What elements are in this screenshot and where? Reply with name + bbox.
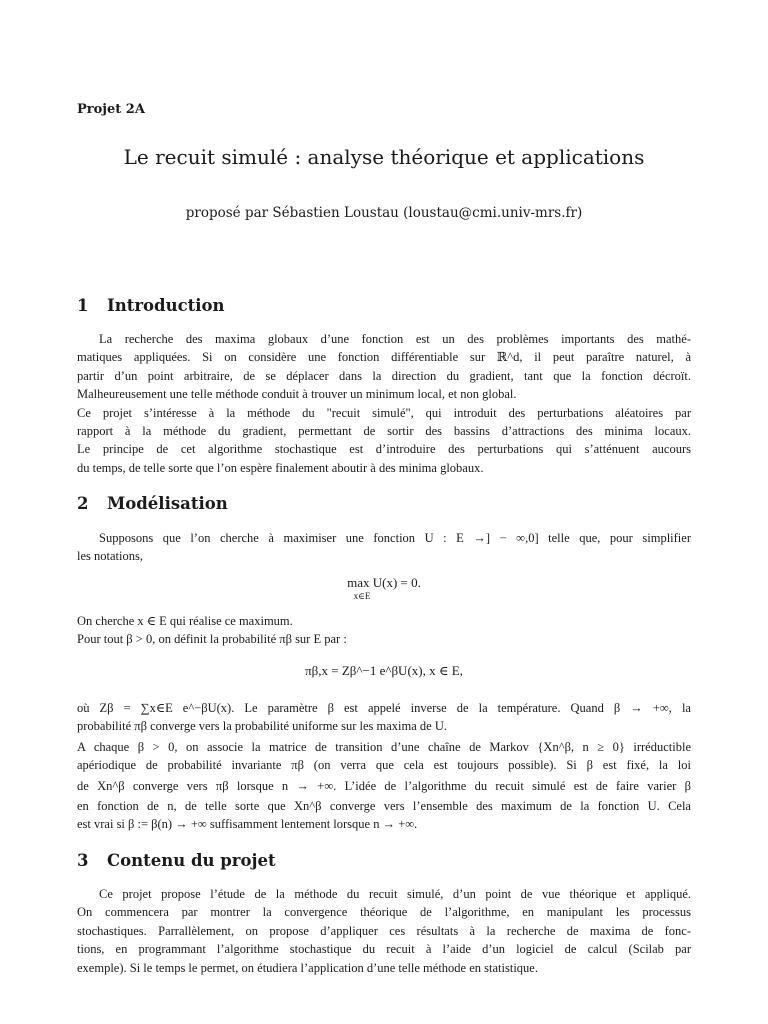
text-line: A chaque β > 0, on associe la matrice de transition d’une chaîne de Markov {Xn^β, n ≥ 0} irréductible — [77, 739, 691, 754]
text-line: La recherche des maxima globaux d’une fonction est un des problèmes importants des mathé- — [99, 332, 691, 346]
text-line: est vrai si β := β(n) → +∞ suffisamment lentement lorsque n → +∞. — [77, 817, 418, 832]
section-heading-modelisation — [77, 494, 228, 513]
equation-pi-text: πβ,x = Zβ^−1 e^βU(x), x ∈ E, — [305, 663, 463, 678]
modelisation-intro — [77, 529, 691, 566]
project-label: Projet 2A — [77, 102, 145, 117]
text-line: rapport à la méthode du gradient, permettant de sortir des bassins d’attractions des minima locaux. — [77, 424, 691, 439]
text-line: les notations, — [77, 549, 143, 564]
section-heading-contenu — [77, 851, 276, 870]
text-line: du temps, de telle sorte que l’on espère finalement aboutir à des minima globaux. — [77, 460, 484, 475]
text-line: Malheureusement une telle méthode conduit à trouver un minimum local, et non global. — [77, 387, 517, 402]
section-number: 3 — [77, 851, 89, 870]
text-line: tions, en programmant l’algorithme stochastique du recuit à l’aide d’un logiciel de calcul (Scilab par — [77, 942, 691, 957]
text-line: probabilité πβ converge vers la probabilité uniforme sur les maxima de U. — [77, 719, 447, 734]
text-line: de Xn^β converge vers πβ lorsque n → +∞. L’idée de l’algorithme du recuit simulé est de faire varier β — [77, 778, 691, 793]
equation-subscript-text: x∈E — [353, 591, 371, 601]
equation-max — [0, 575, 768, 591]
text-line: On cherche x ∈ E qui réalise ce maximum. — [77, 614, 293, 628]
text-line: apériodique de probabilité invariante πβ (on verra que cela est toujours possible). Si β est fixé, la loi — [77, 758, 691, 773]
text-line: en fonction de n, de telle sorte que Xn^β converge vers l’ensemble des maximum de la fonction U. Cela — [77, 799, 691, 814]
section-number: 1 — [77, 296, 89, 315]
text-line: Le principe de cet algorithme stochastique est d’introduire des perturbations qui s’atténuent aucours — [77, 442, 691, 457]
text-line: exemple). Si le temps le permet, on étudiera l’application d’une telle méthode en statistique. — [77, 960, 538, 975]
text-line: partir d’un point arbitraire, de se déplacer dans la direction du gradient, tant que la fonction décroït. — [77, 368, 691, 383]
equation-max-text: max U(x) = 0. — [347, 575, 421, 590]
section-number: 2 — [77, 494, 89, 513]
text-line: Ce projet s’intéresse à la méthode du "recuit simulé", qui introduit des perturbations aléatoires par — [77, 405, 691, 420]
modelisation-body — [77, 699, 691, 834]
section-title: Modélisation — [107, 494, 228, 513]
text-line: matiques appliquées. Si on considère une fonction différentiable sur ℝ^d, il peut paraître naturel, à — [77, 350, 691, 365]
text-line: Ce projet propose l’étude de la méthode du recuit simulé, d’un point de vue théorique et appliqué. — [99, 887, 691, 901]
author-line: proposé par Sébastien Loustau (loustau@cmi.univ-mrs.fr) — [185, 205, 583, 221]
modelisation-definition — [77, 612, 691, 649]
text-line: On commencera par montrer la convergence théorique de l’algorithme, en manipulant les processus — [77, 905, 691, 920]
contenu-paragraph — [77, 885, 691, 977]
introduction-paragraph — [77, 330, 691, 477]
equation-max-subscript — [0, 591, 746, 602]
section-heading-introduction — [77, 296, 225, 315]
text-line: stochastiques. Parrallèlement, on propose d’appliquer ces résultats à la recherche de maxima de fonc- — [77, 923, 691, 938]
section-title: Contenu du projet — [107, 851, 276, 870]
equation-pi — [0, 663, 768, 679]
text-line: Supposons que l’on cherche à maximiser une fonction U : E →] − ∞,0] telle que, pour simplifier — [99, 531, 691, 545]
document-title: Le recuit simulé : analyse théorique et applications — [123, 145, 645, 169]
text-line: où Zβ = ∑x∈E e^−βU(x). Le paramètre β est appelé inverse de la température. Quand β → +∞, la — [77, 701, 691, 715]
section-title: Introduction — [107, 296, 225, 315]
text-line: Pour tout β > 0, on définit la probabilité πβ sur E par : — [77, 632, 347, 647]
